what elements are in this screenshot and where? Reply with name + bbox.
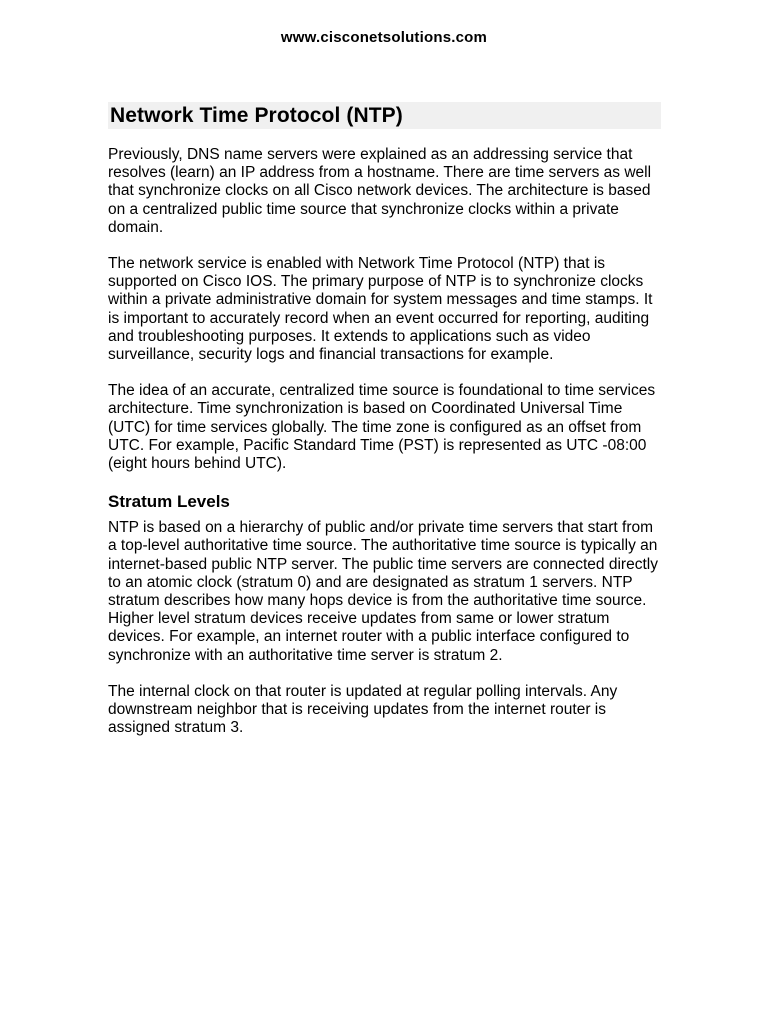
site-url: www.cisconetsolutions.com [280, 29, 488, 46]
subsection-title: Stratum Levels [108, 492, 230, 512]
paragraph-ntp-purpose: The network service is enabled with Network Time Protocol (NTP) that is supported on Cisco IOS. The primary purpose of NTP is to synchronize clocks within a private administrative domain for system messages and time stamps. It is important to accurately record when an event occurred for reporting, auditing and troubleshooting purposes. It extends to applications such as video surveillance, security logs and financial transactions for example. [108, 255, 653, 364]
paragraph-dns-intro: Previously, DNS name servers were explained as an addressing service that resolves (learn) an IP address from a hostname. There are time servers as well that synchronize clocks on all Cisco network devices. The architecture is based on a centralized public time source that synchronize clocks within a private domain. [108, 146, 652, 236]
section-title: Network Time Protocol (NTP) [108, 102, 661, 129]
document-body [108, 102, 661, 755]
paragraph-stratum-hierarchy: NTP is based on a hierarchy of public and/or private time servers that start from a top-level authoritative time source. The authoritative time source is typically an internet-based public NTP server. The public time servers are connected directly to an atomic clock (stratum 0) and are designated as stratum 1 servers. NTP stratum describes how many hops device is from the authoritative time source. Higher level stratum devices receive updates from same or lower stratum devices. For example, an internet router with a public interface configured to synchronize with an authoritative time server is stratum 2. [108, 519, 658, 664]
paragraph-utc: The idea of an accurate, centralized time source is foundational to time services architecture. Time synchronization is based on Coordinated Universal Time (UTC) for time services globally. The time zone is configured as an offset from UTC. For example, Pacific Standard Time (PST) is represented as UTC -08:00 (eight hours behind UTC). [108, 382, 656, 473]
paragraph-polling: The internal clock on that router is updated at regular polling intervals. Any downstream neighbor that is receiving updates from the internet router is assigned stratum 3. [108, 682, 618, 737]
